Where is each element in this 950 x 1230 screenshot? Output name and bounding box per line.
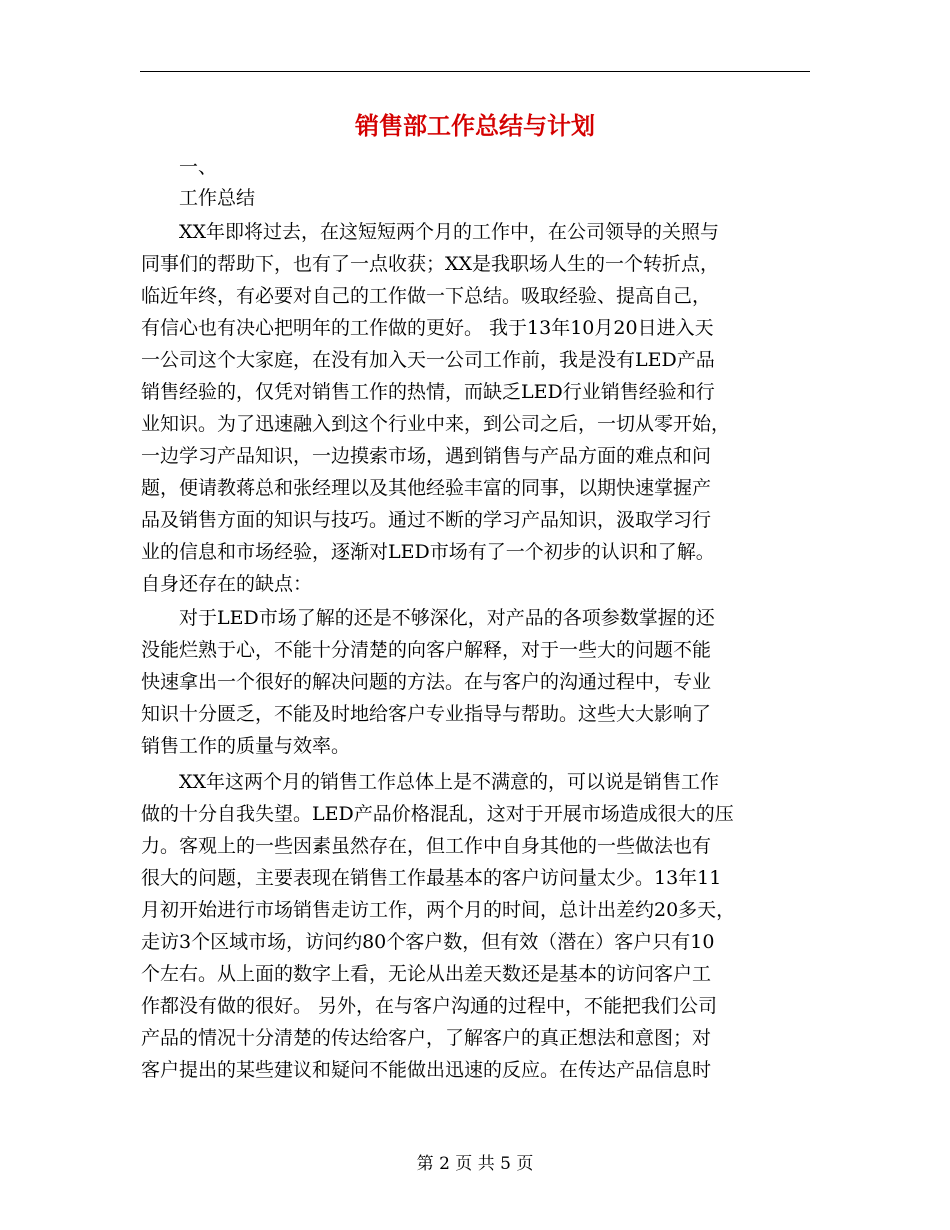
- body-line: 销售经验的，仅凭对销售工作的热情，而缺乏LED行业销售经验和行: [141, 381, 715, 403]
- body-line: 没能烂熟于心，不能十分清楚的向客户解释，对于一些大的问题不能: [141, 639, 712, 661]
- header-rule: [140, 71, 810, 72]
- body-line: 一公司这个大家庭，在没有加入天一公司工作前，我是没有LED产品: [141, 349, 715, 371]
- body-line: 知识十分匮乏，不能及时地给客户专业指导与帮助。这些大大影响了: [141, 703, 712, 725]
- document-title: 销售部工作总结与计划: [355, 111, 595, 140]
- body-line: 业知识。为了迅速融入到这个行业中来，到公司之后，一切从零开始，: [141, 413, 731, 435]
- body-line: 对于LED市场了解的还是不够深化，对产品的各项参数掌握的还: [141, 607, 715, 629]
- body-line: 走访3个区域市场，访问约80个客户数，但有效（潜在）客户只有10: [141, 931, 715, 953]
- body-line: 月初开始进行市场销售走访工作，两个月的时间，总计出差约20多天，: [141, 899, 736, 921]
- body-line: 工作总结: [141, 187, 256, 209]
- body-line: 销售工作的质量与效率。: [141, 735, 351, 757]
- body-line: 题，便请教蒋总和张经理以及其他经验丰富的同事，以期快速掌握产: [141, 477, 712, 499]
- body-line: 品及销售方面的知识与技巧。通过不断的学习产品知识，汲取学习行: [141, 509, 712, 531]
- body-line: XX年这两个月的销售工作总体上是不满意的，可以说是销售工作: [141, 771, 720, 793]
- body-line: 个左右。从上面的数字上看，无论从出差天数还是基本的访问客户工: [141, 963, 712, 985]
- body-line: 作都没有做的很好。 另外，在与客户沟通的过程中，不能把我们公司: [141, 995, 718, 1017]
- body-line: 客户提出的某些建议和疑问不能做出迅速的反应。在传达产品信息时: [141, 1059, 712, 1081]
- body-line: 业的信息和市场经验，逐渐对LED市场有了一个初步的认识和了解。: [141, 541, 715, 563]
- body-line: XX年即将过去，在这短短两个月的工作中，在公司领导的关照与: [141, 221, 720, 243]
- body-line: 力。客观上的一些因素虽然存在，但工作中自身其他的一些做法也有: [141, 835, 712, 857]
- body-line: 一、: [141, 156, 218, 178]
- page-footer: 第 2 页 共 5 页: [416, 1154, 534, 1174]
- body-line: 同事们的帮助下，也有了一点收获；XX是我职场人生的一个转折点，: [141, 253, 720, 275]
- body-line: 临近年终，有必要对自己的工作做一下总结。吸取经验、提高自己，: [141, 285, 712, 307]
- body-line: 很大的问题，主要表现在销售工作最基本的客户访问量太少。13年11: [141, 867, 722, 889]
- body-line: 产品的情况十分清楚的传达给客户，了解客户的真正想法和意图；对: [141, 1027, 712, 1049]
- body-line: 一边学习产品知识，一边摸索市场，遇到销售与产品方面的难点和问: [141, 445, 712, 467]
- body-line: 做的十分自我失望。LED产品价格混乱，这对于开展市场造成很大的压: [141, 803, 734, 825]
- body-line: 快速拿出一个很好的解决问题的方法。在与客户的沟通过程中，专业: [141, 671, 712, 693]
- body-line: 自身还存在的缺点：: [141, 573, 313, 595]
- body-line: 有信心也有决心把明年的工作做的更好。 我于13年10月20日进入天: [141, 317, 714, 339]
